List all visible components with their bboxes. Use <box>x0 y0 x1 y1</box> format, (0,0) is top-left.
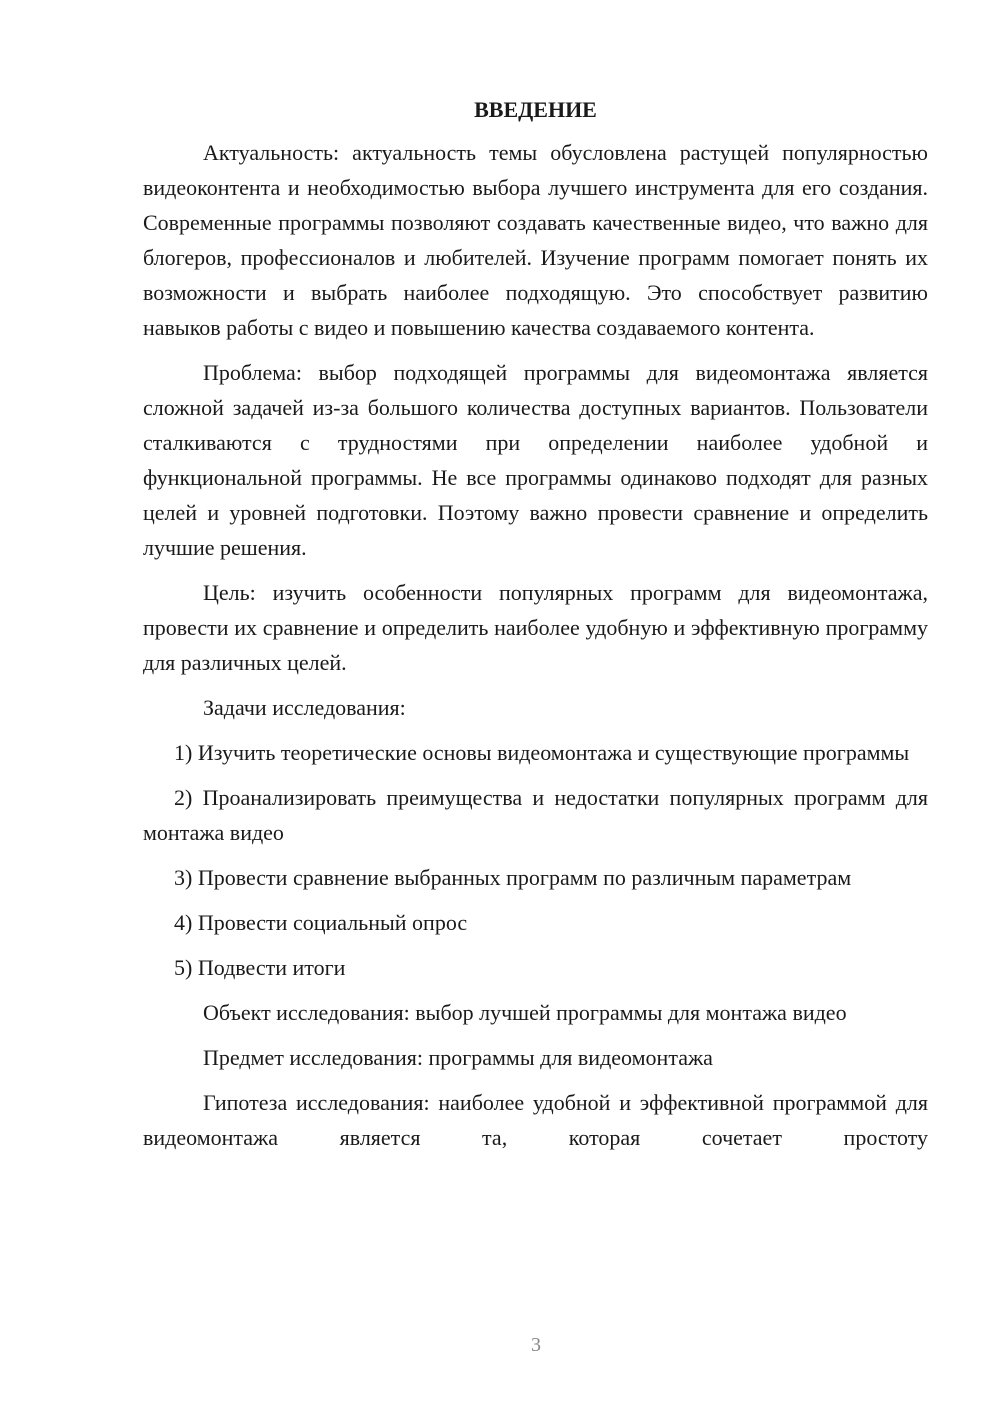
paragraph-subject: Предмет исследования: программы для видеомонтажа <box>203 1045 713 1070</box>
paragraph-tasks-heading: Задачи исследования: <box>203 695 406 720</box>
task-item-1: 1) Изучить теоретические основы видеомонтажа и существующие программы <box>174 740 910 765</box>
paragraph-object: Объект исследования: выбор лучшей программы для монтажа видео <box>203 1000 847 1025</box>
task-item-5: 5) Подвести итоги <box>174 955 346 980</box>
paragraph-hypothesis: Гипотеза исследования: наиболее удобной и эффективной программой для видеомонтажа является та, которая сочетает простоту <box>143 1090 928 1150</box>
page-title: ВВЕДЕНИЕ <box>474 97 597 122</box>
task-item-4: 4) Провести социальный опрос <box>174 910 468 935</box>
paragraph-goal: Цель: изучить особенности популярных программ для видеомонтажа, провести их сравнение и определить наиболее удобную и эффективную программу для различных целей. <box>143 580 928 675</box>
page-number: 3 <box>531 1334 541 1356</box>
paragraph-problem: Проблема: выбор подходящей программы для видеомонтажа является сложной задачей из-за большого количества доступных вариантов. Пользователи сталкиваются с трудностями при определении наиболее удобной и функциональной программы. Не все программы одинаково подходят для разных целей и уровней подготовки. Поэтому важно провести сравнение и определить лучшие решения. <box>143 360 928 560</box>
task-item-3: 3) Провести сравнение выбранных программ по различным параметрам <box>174 865 852 890</box>
task-item-2: 2) Проанализировать преимущества и недостатки популярных программ для монтажа видео <box>143 785 928 845</box>
paragraph-relevance: Актуальность: актуальность темы обусловлена растущей популярностью видеоконтента и необходимостью выбора лучшего инструмента для его создания. Современные программы позволяют создавать качественные видео, что важно для блогеров, профессионалов и любителей. Изучение программ помогает понять их возможности и выбрать наиболее подходящую. Это способствует развитию навыков работы с видео и повышению качества создаваемого контента. <box>143 140 928 340</box>
document-page <box>143 96 928 1165</box>
